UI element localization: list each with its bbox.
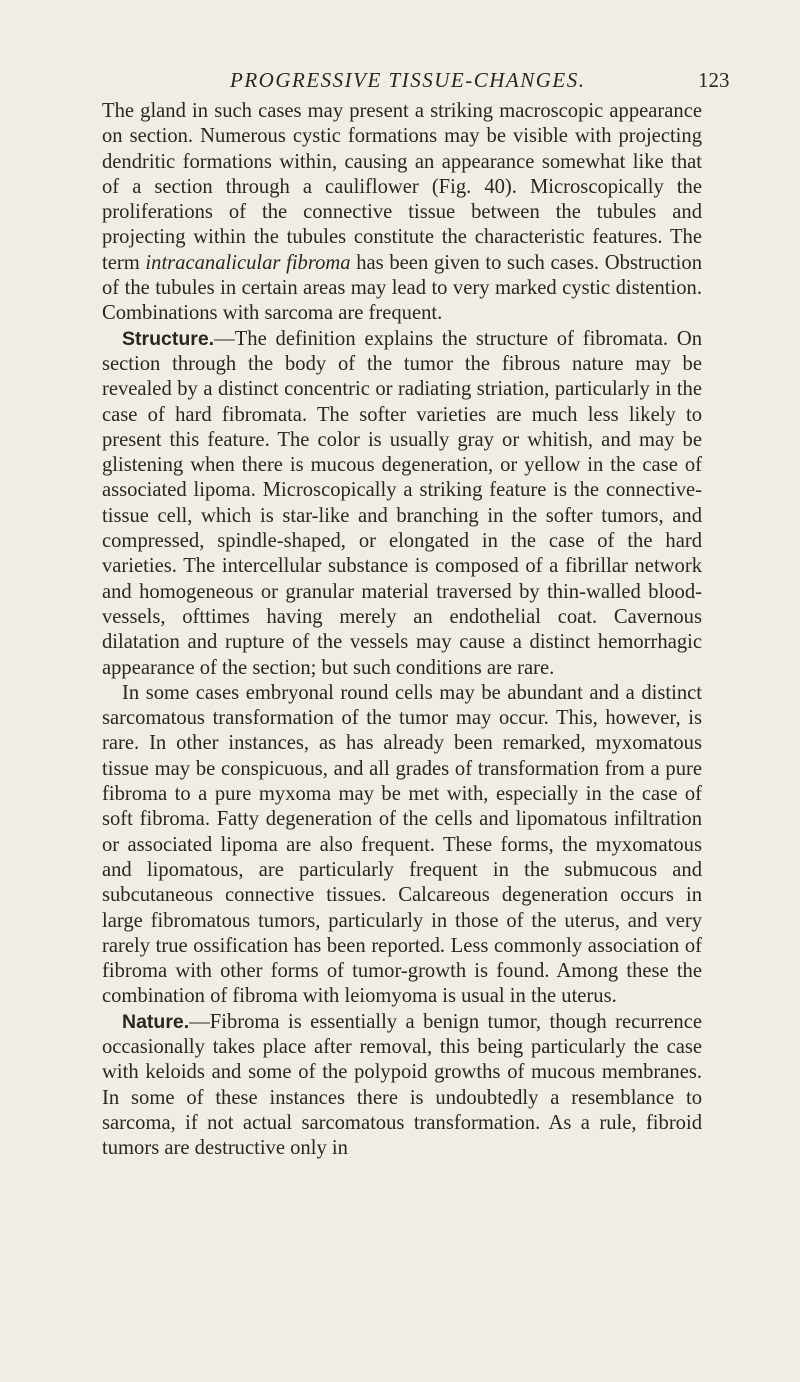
text-segment: —The definition explains the structure of fibromata. On section through the body of the tumor the fibrous nature may be revealed by a distinct concentric or radiating striation, particularly in the case of hard fibromata. The softer varieties are much less likely to present this feature. The color is usually gray or whitish, and may be glistening when there is mucous degeneration, or yellow in the case of associated lipoma. Microscopically a striking feature is the connective-tissue cell, which is star-like and branching in the softer tumors, and compressed, spindle-shaped, or elongated in the case of the hard varieties. The intercellular substance is composed of a fibrillar network and homogeneous or granular material traversed by thin-walled blood-vessels, ofttimes having merely an endothelial coat. Cavernous dilatation and rupture of the vessels may cause a distinct hemorrhagic appearance of the section; but such conditions are rare.	[102, 327, 702, 679]
section-heading-nature: Nature.	[122, 1010, 190, 1033]
text-segment: —Fibroma is essentially a benign tumor, though recurrence occasionally takes place after removal, this being particularly the case with keloids and some of the polypoid growths of mucous membranes. In some of these instances there is undoubtedly a resemblance to sarcoma, if not actual sarcomatous transformation. As a rule, fibroid tumors are destructive only in	[102, 1010, 702, 1160]
body-text	[102, 99, 702, 1161]
text-segment: The gland in such cases may present a striking macroscopic appearance on section. Numerous cystic formations may be visible with projecting dendritic formations within, causing an appearance somewhat like that of a section through a cauliflower (Fig. 40). Microscopically the proliferations of the connective tissue between the tubules and projecting within the tubules constitute the characteristic features. The term	[102, 100, 702, 274]
paragraph-embryonal-cells	[102, 681, 702, 1010]
page-number: 123	[698, 68, 730, 92]
term-intracanalicular-fibroma: intracanalicular fibroma	[145, 251, 351, 274]
paragraph-structure	[102, 327, 702, 681]
running-head: PROGRESSIVE TISSUE-CHANGES.	[230, 68, 586, 92]
section-heading-structure: Structure.	[122, 327, 215, 350]
paragraph-nature	[102, 1010, 702, 1162]
text-segment: has been given to such cases. Obstruction of the tubules in certain areas may lead to very marked cystic distention. Combinations with sarcoma are frequent.	[102, 251, 702, 325]
page-header	[0, 68, 800, 98]
text-segment: In some cases embryonal round cells may be abundant and a distinct sarcomatous transformation of the tumor may occur. This, however, is rare. In other instances, as has already been remarked, myxomatous tissue may be conspicuous, and all grades of transformation from a pure fibroma to a pure myxoma may be met with, especially in the case of soft fibroma. Fatty degeneration of the cells and lipomatous infiltration or associated lipoma are also frequent. These forms, the myxomatous and lipomatous, are particularly frequent in the submucous and subcutaneous connective tissues. Calcareous degeneration occurs in large fibromatous tumors, particularly in those of the uterus, and very rarely true ossification has been reported. Less commonly association of fibroma with other forms of tumor-growth is found. Among these the combination of fibroma with leiomyoma is usual in the uterus.	[102, 681, 702, 1008]
paragraph-gland	[102, 99, 702, 327]
